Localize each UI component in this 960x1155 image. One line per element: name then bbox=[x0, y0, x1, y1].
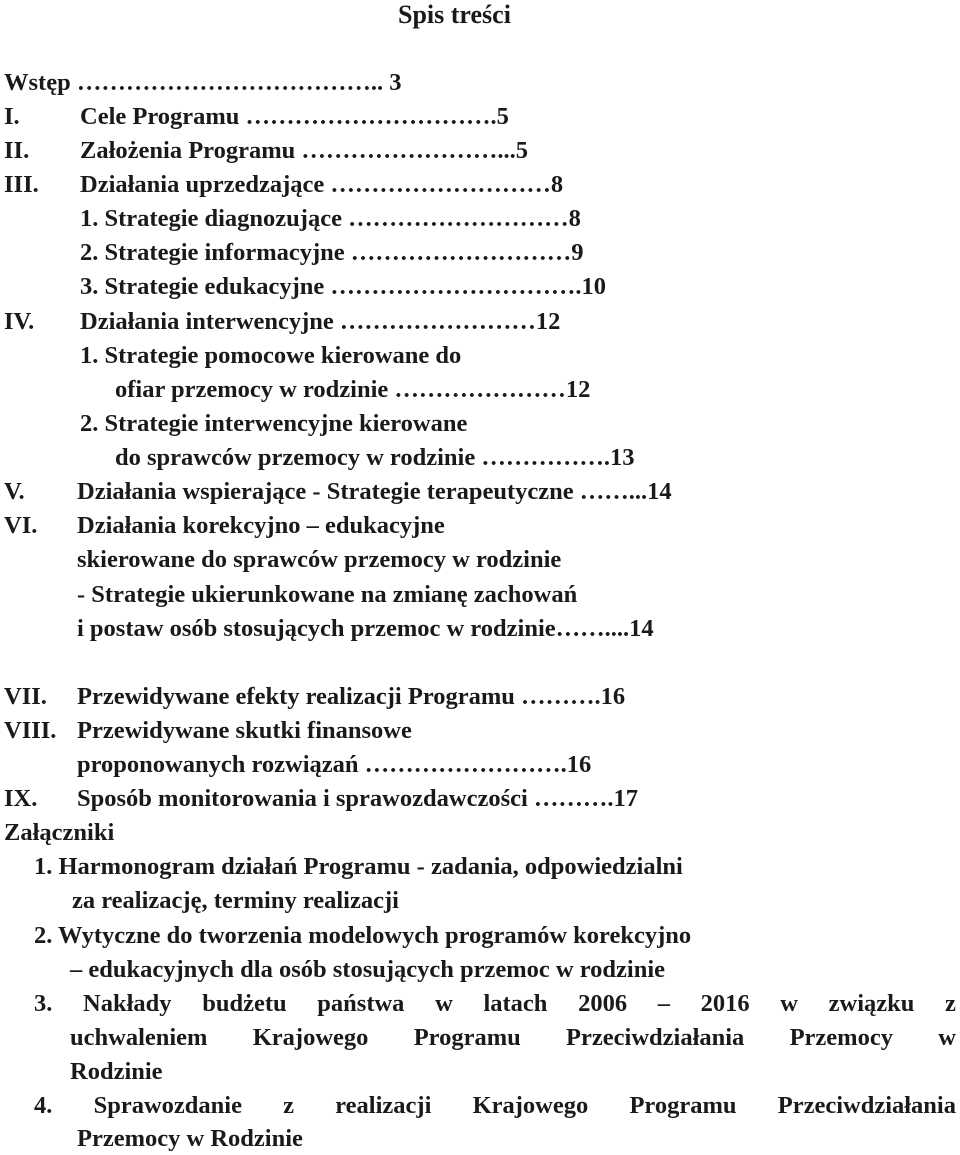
toc-z1b: za realizację, terminy realizacji bbox=[72, 887, 399, 914]
word: Przeciwdziałania bbox=[566, 1024, 745, 1051]
toc-iv-2a: 2. Strategie interwencyjne kierowane bbox=[80, 410, 468, 437]
word: z bbox=[283, 1092, 295, 1119]
word: w bbox=[435, 990, 453, 1017]
word: państwa bbox=[317, 990, 405, 1017]
toc-iv-2b: do sprawców przemocy w rodzinie …………….13 bbox=[115, 444, 635, 471]
toc-iii-3: 3. Strategie edukacyjne ………………………….10 bbox=[80, 273, 607, 300]
toc-i-text: Cele Programu ………………………….5 bbox=[80, 103, 509, 130]
toc-z3b bbox=[70, 1023, 956, 1053]
toc-z2a: 2. Wytyczne do tworzenia modelowych programów korekcyjno bbox=[34, 922, 692, 949]
toc-z4b: Przemocy w Rodzinie bbox=[77, 1125, 303, 1152]
word: związku bbox=[828, 990, 915, 1017]
toc-ix-num: IX. bbox=[4, 785, 38, 812]
word: Przemocy bbox=[789, 1024, 893, 1051]
toc-viii-b: proponowanych rozwiązań …………………….16 bbox=[77, 751, 592, 778]
word: Sprawozdanie bbox=[93, 1092, 242, 1119]
toc-vi-text: Działania korekcyjno – edukacyjne bbox=[77, 512, 445, 539]
word: realizacji bbox=[335, 1092, 432, 1119]
toc-ii-num: II. bbox=[4, 137, 30, 164]
toc-z4a bbox=[34, 1091, 956, 1121]
toc-z3c: Rodzinie bbox=[70, 1058, 163, 1085]
toc-vi-d: i postaw osób stosujących przemoc w rodzinie……....14 bbox=[77, 615, 654, 642]
toc-vi-b: skierowane do sprawców przemocy w rodzinie bbox=[77, 546, 562, 573]
word: Nakłady bbox=[83, 990, 172, 1017]
toc-iv-1b: ofiar przemocy w rodzinie …………………12 bbox=[115, 376, 591, 403]
word: 2016 bbox=[700, 990, 750, 1017]
word: uchwaleniem bbox=[70, 1024, 208, 1051]
toc-iv-1a: 1. Strategie pomocowe kierowane do bbox=[80, 342, 462, 369]
word: budżetu bbox=[202, 990, 287, 1017]
word: – bbox=[657, 990, 670, 1017]
word: 3. bbox=[34, 990, 53, 1017]
word: Przeciwdziałania bbox=[777, 1092, 956, 1119]
toc-v-text: Działania wspierające - Strategie terapeutyczne ……...14 bbox=[77, 478, 672, 505]
toc-z1a: 1. Harmonogram działań Programu - zadania, odpowiedzialni bbox=[34, 853, 683, 880]
toc-z2b: – edukacyjnych dla osób stosujących przemoc w rodzinie bbox=[70, 956, 666, 983]
word: z bbox=[945, 990, 956, 1017]
word: Programu bbox=[413, 1024, 521, 1051]
toc-iii-text: Działania uprzedzające ………………………8 bbox=[80, 171, 564, 198]
toc-vi-num: VI. bbox=[4, 512, 38, 539]
word: latach bbox=[483, 990, 548, 1017]
toc-v-num: V. bbox=[4, 478, 25, 505]
toc-zalaczniki: Załączniki bbox=[4, 819, 115, 846]
word: Krajowego bbox=[472, 1092, 589, 1119]
toc-vii-num: VII. bbox=[4, 683, 47, 710]
toc-iii-num: III. bbox=[4, 171, 39, 198]
word: 4. bbox=[34, 1092, 53, 1119]
word: w bbox=[938, 1024, 956, 1051]
toc-vii-text: Przewidywane efekty realizacji Programu ……….16 bbox=[77, 683, 626, 710]
toc-viii-num: VIII. bbox=[4, 717, 57, 744]
word: w bbox=[780, 990, 798, 1017]
word: 2006 bbox=[578, 990, 628, 1017]
toc-i-num: I. bbox=[4, 103, 20, 130]
toc-iii-1: 1. Strategie diagnozujące ………………………8 bbox=[80, 205, 581, 232]
toc-ix-text: Sposób monitorowania i sprawozdawczości ……….17 bbox=[77, 785, 639, 812]
toc-iv-text: Działania interwencyjne ……………………12 bbox=[80, 308, 561, 335]
toc-viii-text: Przewidywane skutki finansowe bbox=[77, 717, 412, 744]
toc-vi-c: - Strategie ukierunkowane na zmianę zachowań bbox=[77, 581, 578, 608]
toc-iii-2: 2. Strategie informacyjne ………………………9 bbox=[80, 239, 584, 266]
toc-ii-text: Założenia Programu ……………………...5 bbox=[80, 137, 529, 164]
word: Programu bbox=[629, 1092, 737, 1119]
toc-z3a bbox=[34, 989, 956, 1019]
page-title: Spis treści bbox=[398, 0, 511, 29]
word: Krajowego bbox=[252, 1024, 369, 1051]
toc-wstep: Wstęp ……………………………….. 3 bbox=[4, 69, 402, 96]
toc-iv-num: IV. bbox=[4, 308, 35, 335]
